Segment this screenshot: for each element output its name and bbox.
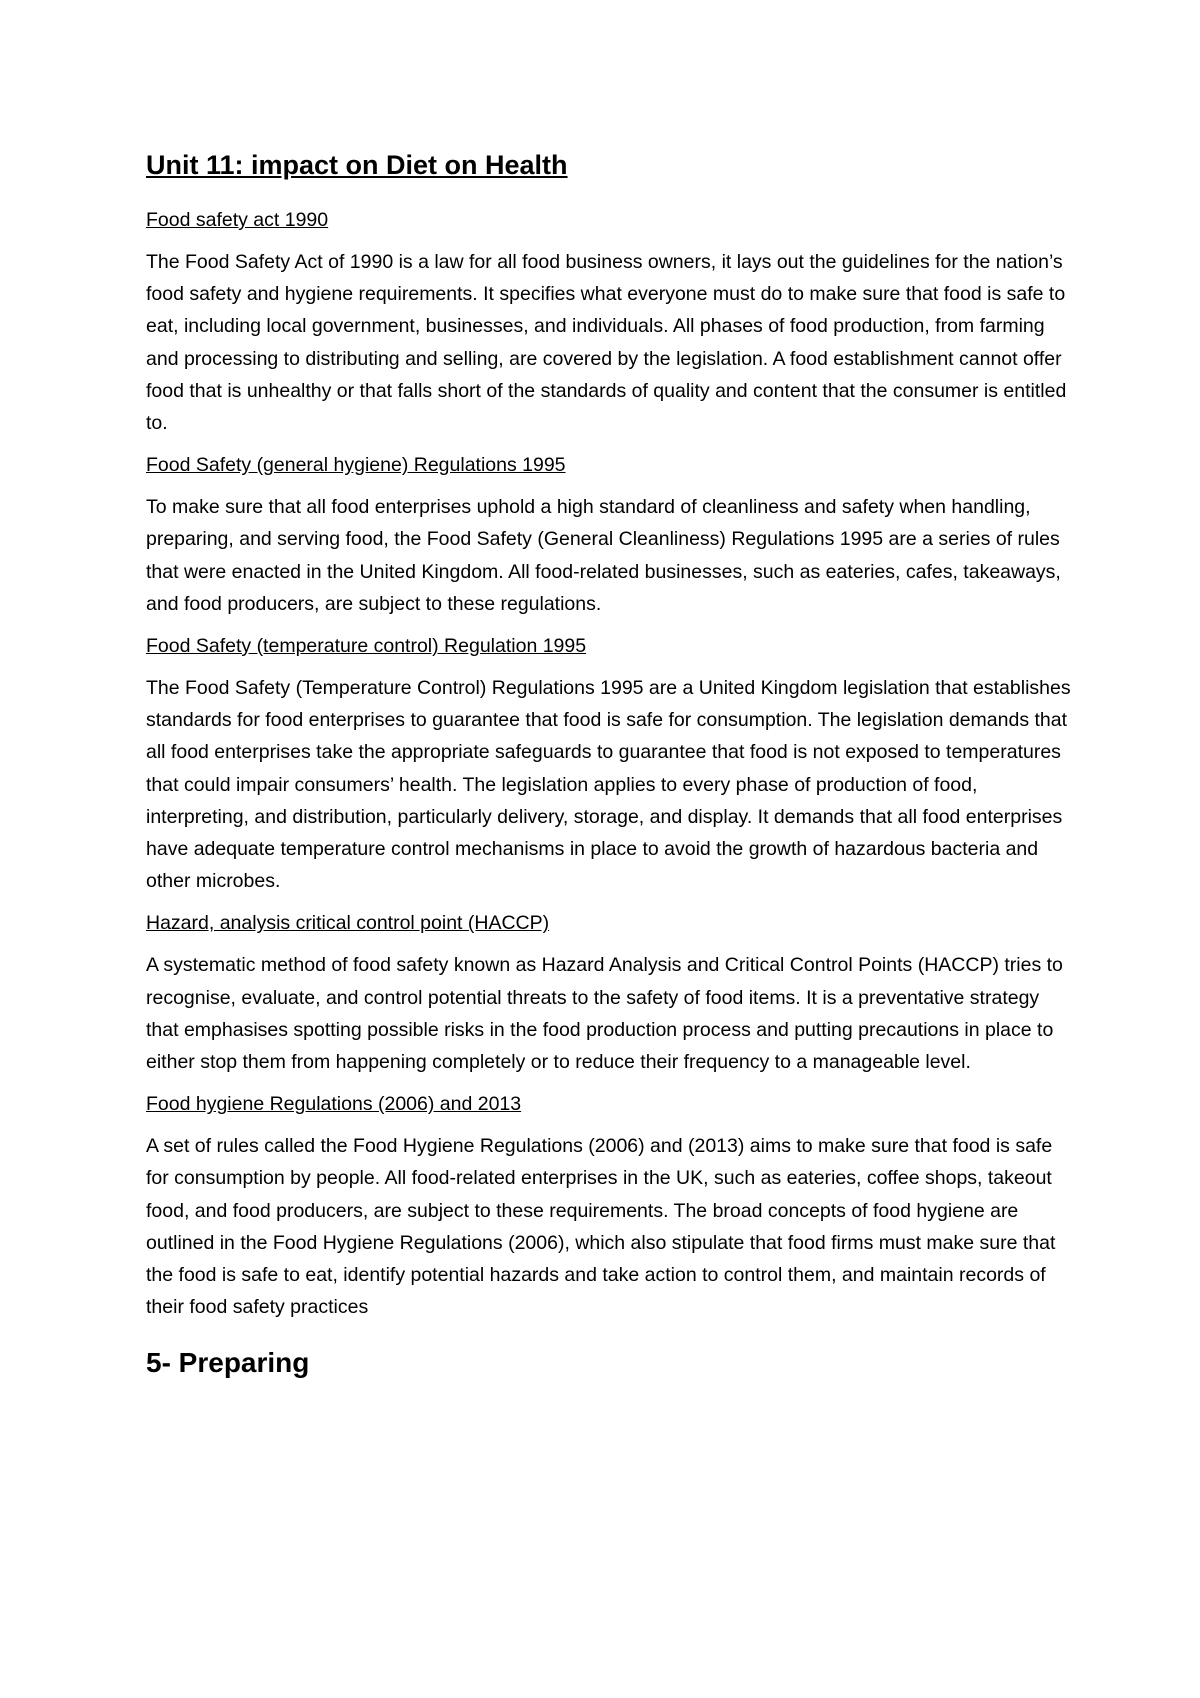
document-title: Unit 11: impact on Diet on Health	[146, 150, 568, 180]
document-content	[146, 148, 1076, 1381]
section-haccp	[146, 909, 1076, 1078]
section-heading: Food safety act 1990	[146, 209, 329, 231]
section-paragraph: The Food Safety Act of 1990 is a law for all food business owners, it lays out the guidelines for the nation’s food safety and hygiene requirements. It specifies what everyone must do to make sure that food is safe to eat, including local government, businesses, and individuals. All phases of food production, from farming and processing to distributing and selling, are covered by the legislation. A food establishment cannot offer food that is unhealthy or that falls short of the standards of quality and content that the consumer is entitled to.	[146, 251, 1067, 435]
section-paragraph: A set of rules called the Food Hygiene Regulations (2006) and (2013) aims to make sure that food is safe for consumption by people. All food-related enterprises in the UK, such as eateries, coffee shops, takeout food, and food producers, are subject to these requirements. The broad concepts of food hygiene are outlined in the Food Hygiene Regulations (2006), which also stipulate that food firms must make sure that the food is safe to eat, identify potential hazards and take action to control them, and maintain records of their food safety practices	[146, 1135, 1056, 1319]
section-paragraph: To make sure that all food enterprises uphold a high standard of cleanliness and safety when handling, preparing, and serving food, the Food Safety (General Cleanliness) Regulations 1995 are a series of rules that were enacted in the United Kingdom. All food-related businesses, such as eateries, cafes, takeaways, and food producers, are subject to these regulations.	[146, 496, 1061, 615]
next-part-heading: 5- Preparing	[146, 1347, 310, 1379]
section-heading: Food hygiene Regulations (2006) and 2013	[146, 1093, 522, 1116]
section-food-hygiene-regulations	[146, 1090, 1076, 1323]
section-food-safety-act	[146, 206, 1076, 439]
section-temperature-control	[146, 632, 1076, 897]
section-paragraph: The Food Safety (Temperature Control) Regulations 1995 are a United Kingdom legislation that establishes standards for food enterprises to guarantee that food is safe for consumption. The legislation demands that all food enterprises take the appropriate safeguards to guarantee that food is not exposed to temperatures that could impair consumers’ health. The legislation applies to every phase of production of food, interpreting, and distribution, particularly delivery, storage, and display. It demands that all food enterprises have adequate temperature control mechanisms in place to avoid the growth of hazardous bacteria and other microbes.	[146, 677, 1071, 893]
section-general-hygiene	[146, 451, 1076, 620]
section-heading: Food Safety (general hygiene) Regulations 1995	[146, 454, 566, 477]
section-paragraph: A systematic method of food safety known as Hazard Analysis and Critical Control Points (HACCP) tries to recognise, evaluate, and control potential threats to the safety of food items. It is a preventative strategy that emphasises spotting possible risks in the food production process and putting precautions in place to either stop them from happening completely or to reduce their frequency to a manageable level.	[146, 954, 1063, 1074]
section-heading: Food Safety (temperature control) Regulation 1995	[146, 635, 587, 658]
section-heading: Hazard, analysis critical control point (HACCP)	[146, 912, 550, 935]
